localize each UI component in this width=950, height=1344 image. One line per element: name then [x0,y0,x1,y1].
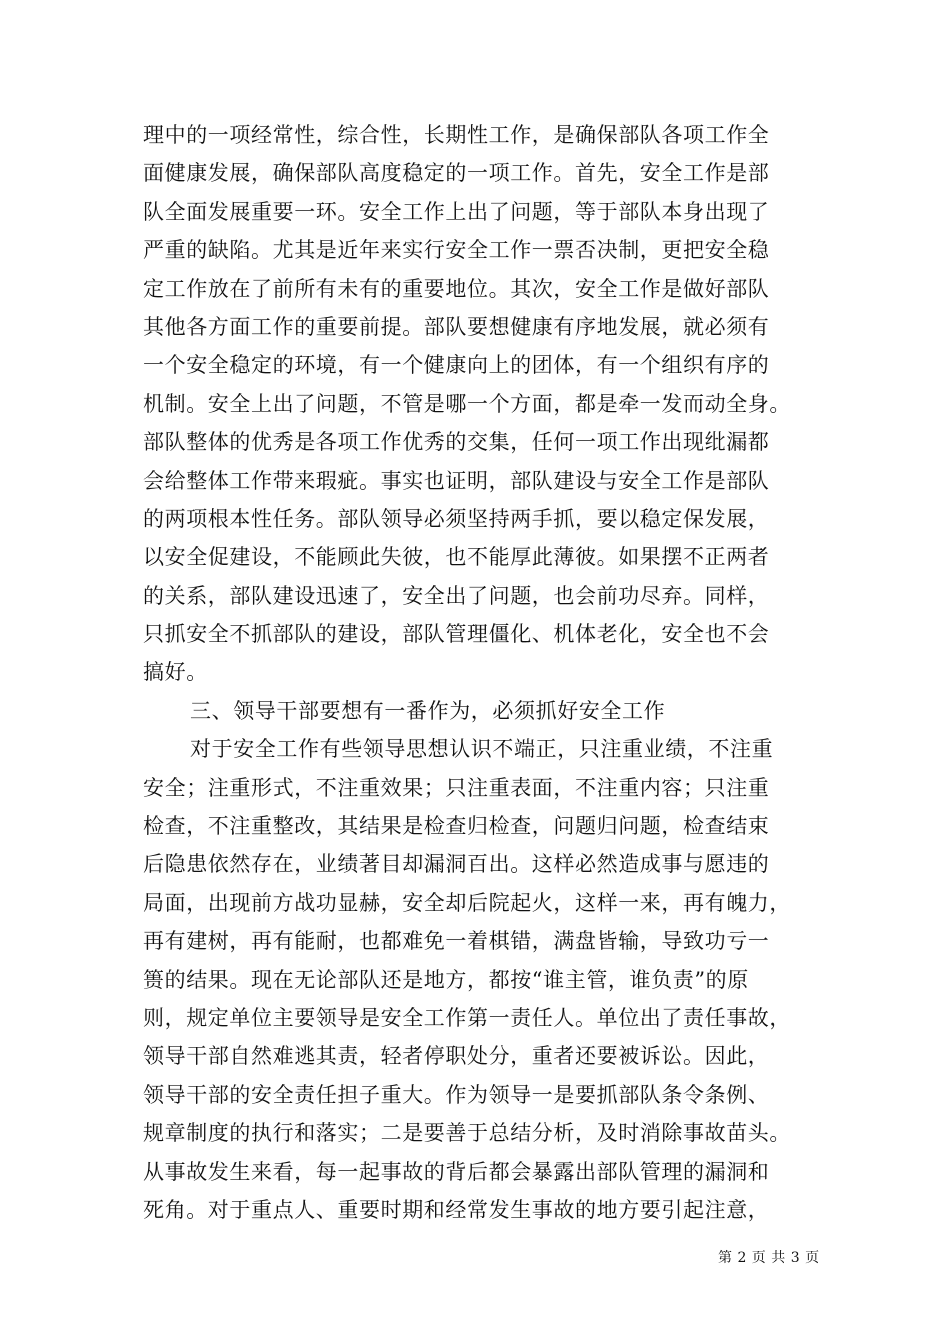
text-line: 从事故发生来看，每一起事故的背后都会暴露出部队管理的漏洞和 [143,1159,770,1184]
text-line: 只抓安全不抓部队的建设，部队管理僵化、机体老化，安全也不会 [143,622,770,647]
text-line: 篑的结果。现在无论部队还是地方，都按“谁主管，谁负责”的原 [143,967,749,992]
text-line: 对于安全工作有些领导思想认识不端正，只注重业绩，不注重 [190,737,774,762]
text-line: 领导干部的安全责任担子重大。作为领导一是要抓部队条令条例、 [143,1082,770,1107]
text-line: 以安全促建设，不能顾此失彼，也不能厚此薄彼。如果摆不正两者 [143,545,770,570]
text-line: 局面，出现前方战功显赫，安全却后院起火，这样一来，再有魄力， [143,890,791,915]
text-line: 面健康发展，确保部队高度稳定的一项工作。首先，安全工作是部 [143,161,770,186]
text-line: 后隐患依然存在，业绩著目却漏洞百出。这样必然造成事与愿违的 [143,852,770,877]
text-line: 的两项根本性任务。部队领导必须坚持两手抓，要以稳定保发展， [143,506,770,531]
text-line: 三、领导干部要想有一番作为，必须抓好安全工作 [190,698,666,723]
text-line: 安全；注重形式，不注重效果；只注重表面，不注重内容；只注重 [143,775,770,800]
text-line: 其他各方面工作的重要前提。部队要想健康有序地发展，就必须有 [143,314,770,339]
text-line: 严重的缺陷。尤其是近年来实行安全工作一票否决制，更把安全稳 [143,238,770,263]
text-line: 队全面发展重要一环。安全工作上出了问题，等于部队本身出现了 [143,199,770,224]
text-line: 会给整体工作带来瑕疵。事实也证明，部队建设与安全工作是部队 [143,468,770,493]
text-line: 领导干部自然难逃其责，轻者停职处分，重者还要被诉讼。因此， [143,1044,770,1069]
text-line: 规章制度的执行和落实；二是要善于总结分析，及时消除事故苗头。 [143,1121,791,1146]
text-line: 理中的一项经常性，综合性，长期性工作，是确保部队各项工作全 [143,123,770,147]
text-line: 机制。安全上出了问题，不管是哪一个方面，都是牵一发而动全身。 [143,391,791,416]
text-line: 一个安全稳定的环境，有一个健康向上的团体，有一个组织有序的 [143,353,770,378]
document-body [143,116,823,1229]
text-line: 则，规定单位主要领导是安全工作第一责任人。单位出了责任事故， [143,1005,791,1030]
text-line: 搞好。 [143,660,208,685]
text-line: 检查，不注重整改，其结果是检查归检查，问题归问题，检查结束 [143,814,770,839]
page-number: 第 2 页 共 3 页 [718,1250,820,1266]
text-line: 死角。对于重点人、重要时期和经常发生事故的地方要引起注意， [143,1197,770,1222]
text-line: 部队整体的优秀是各项工作优秀的交集，任何一项工作出现纰漏都 [143,430,770,455]
text-line: 的关系，部队建设迅速了，安全出了问题，也会前功尽弃。同样， [143,583,770,608]
text-line: 再有建树，再有能耐，也都难免一着棋错，满盘皆输，导致功亏一 [143,929,770,954]
text-line: 定工作放在了前所有未有的重要地位。其次，安全工作是做好部队 [143,276,770,301]
